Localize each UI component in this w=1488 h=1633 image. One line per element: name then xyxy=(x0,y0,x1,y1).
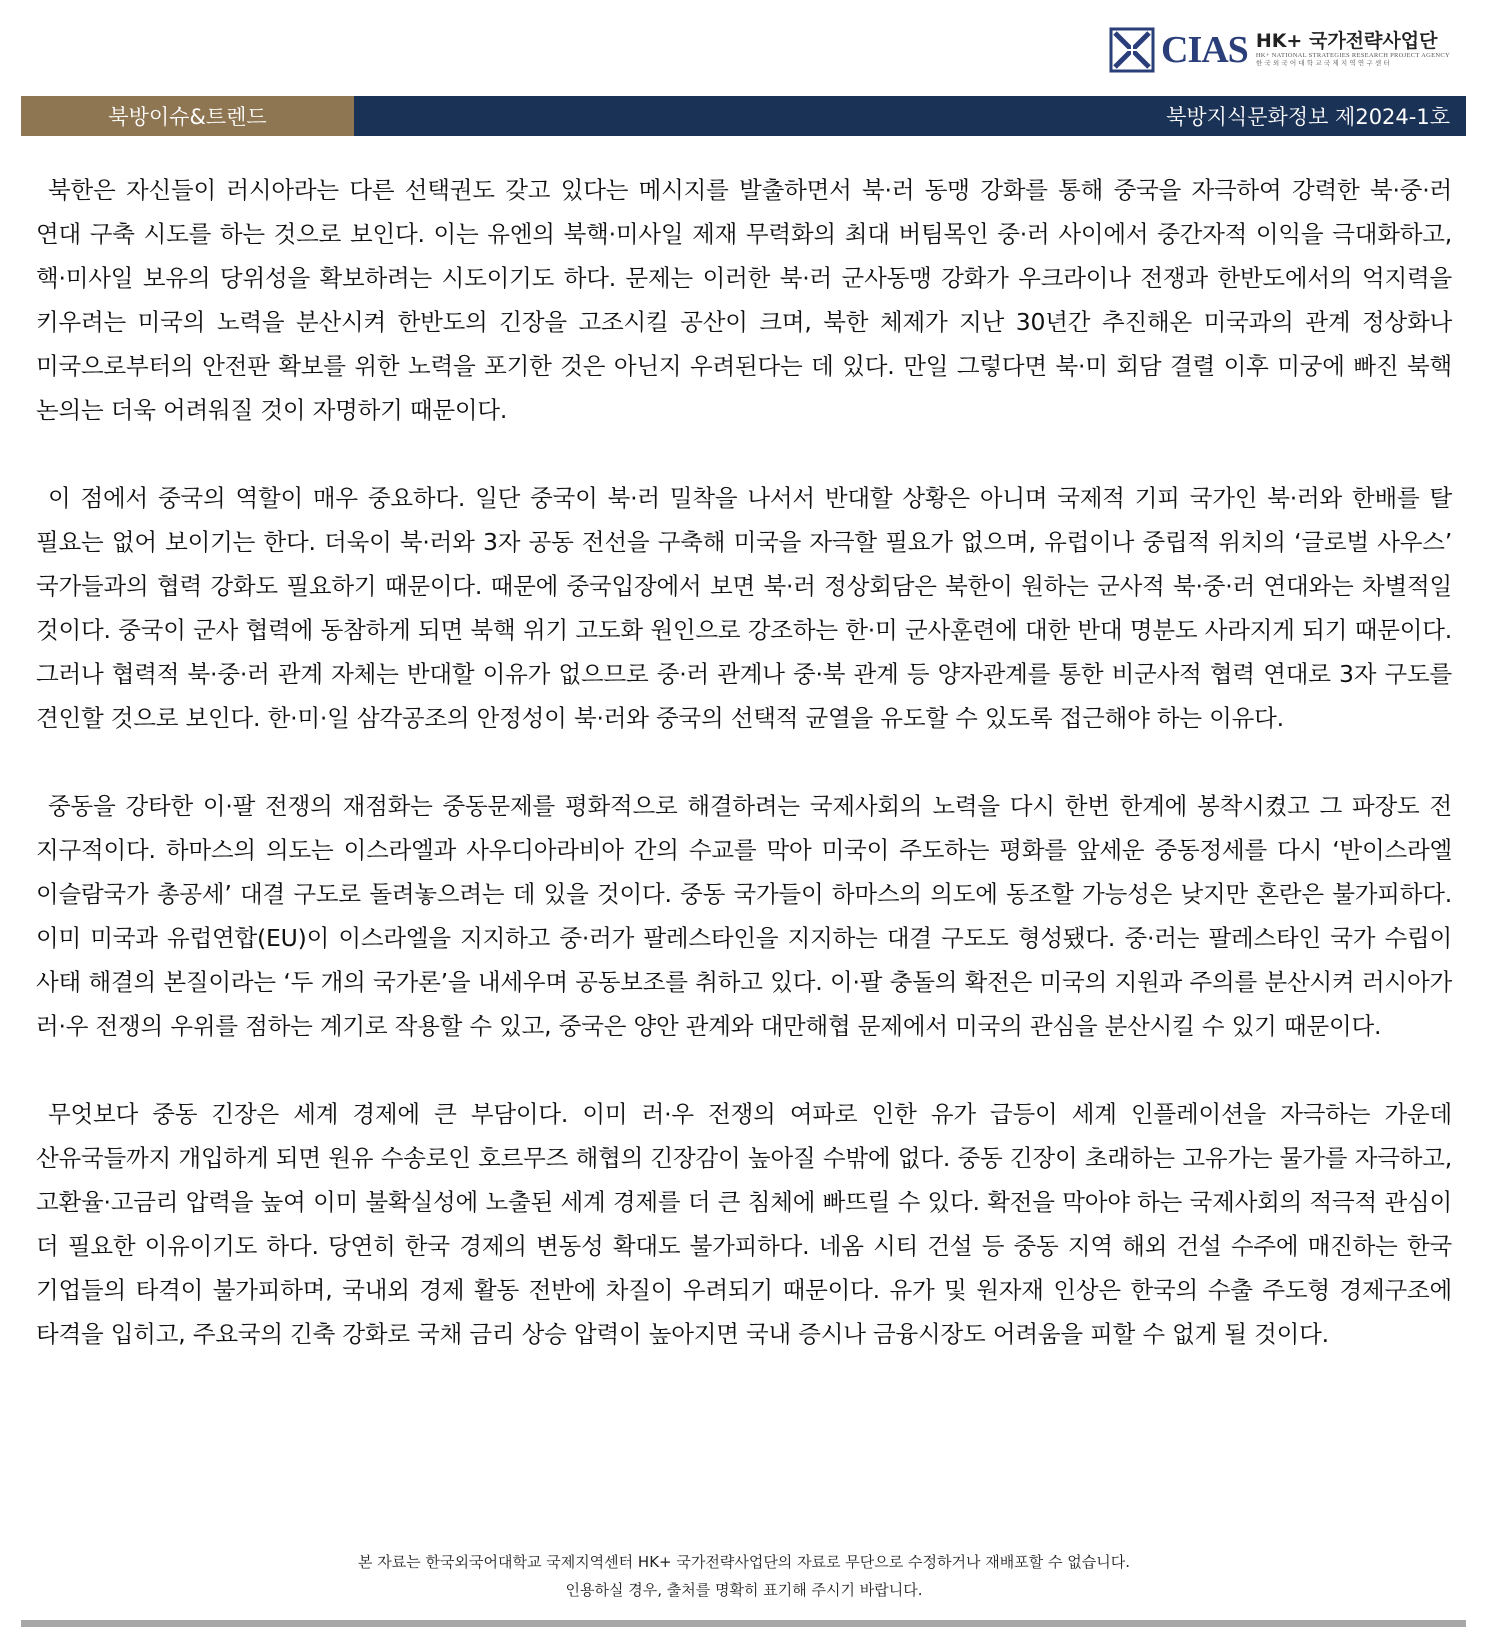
article-body xyxy=(36,168,1452,1400)
copyright-line-2: 인용하실 경우, 출처를 명확히 표기해 주시기 바랍니다. xyxy=(565,1581,923,1599)
bottom-divider xyxy=(21,1620,1466,1627)
hufs-emblem-icon xyxy=(1109,27,1155,73)
logo-subtitle-ko: 한 국 외 국 어 대 학 교 국 제 지 역 연 구 센 터 xyxy=(1255,60,1390,68)
paragraph: 이 점에서 중국의 역할이 매우 중요하다. 일단 중국이 북·러 밀착을 나서서 반대할 상황은 아니며 국제적 기피 국가인 북·러와 한배를 탈 필요는 없어 보이기는 한다. 더욱이 북·러와 3자 공동 전선을 구축해 미국을 자극할 필요가 없으며, 유럽이나 중립적 위치의 ‘글로벌 사우스’ 국가들과의 협력 강화도 필요하기 때문이다. 때문에 중국입장에서 보면 북·러 정상회담은 북한이 원하는 군사적 북·중·러 연대와는 차별적일 것이다. 중국이 군사 협력에 동참하게 되면 북핵 위기 고도화 원인으로 강조하는 한·미 군사훈련에 대한 반대 명분도 사라지게 되기 때문이다. 그러나 협력적 북·중·러 관계 자체는 반대할 이유가 없으므로 중·러 관계나 중·북 관계 등 양자관계를 통한 비군사적 협력 연대로 3자 구도를 견인할 것으로 보인다. 한·미·일 삼각공조의 안정성이 북·러와 중국의 선택적 균열을 유도할 수 있도록 접근해야 하는 이유다. xyxy=(36,484,1452,732)
section-label: 북방이슈&트렌드 xyxy=(21,96,354,136)
header-bar xyxy=(21,96,1466,136)
paragraph: 북한은 자신들이 러시아라는 다른 선택권도 갖고 있다는 메시지를 발출하면서 북·러 동맹 강화를 통해 중국을 자극하여 강력한 북·중·러 연대 구축 시도를 하는 것으로 보인다. 이는 유엔의 북핵·미사일 제재 무력화의 최대 버팀목인 중·러 사이에서 중간자적 이익을 극대화하고, 핵·미사일 보유의 당위성을 확보하려는 시도이기도 하다. 문제는 이러한 북·러 군사동맹 강화가 우크라이나 전쟁과 한반도에서의 억지력을 키우려는 미국의 노력을 분산시켜 한반도의 긴장을 고조시킬 공산이 크며, 북한 체제가 지난 30년간 추진해온 미국과의 관계 정상화나 미국으로부터의 안전판 확보를 위한 노력을 포기한 것은 아닌지 우려된다는 데 있다. 만일 그렇다면 북·미 회담 결렬 이후 미궁에 빠진 북핵 논의는 더욱 어려워질 것이 자명하기 때문이다. xyxy=(36,176,1452,424)
logo-wordmark: CIAS xyxy=(1161,29,1248,71)
paragraph: 무엇보다 중동 긴장은 세계 경제에 큰 부담이다. 이미 러·우 전쟁의 여파로 인한 유가 급등이 세계 인플레이션을 자극하는 가운데 산유국들까지 개입하게 되면 원유 수송로인 호르무즈 해협의 긴장감이 높아질 수밖에 없다. 중동 긴장이 초래하는 고유가는 물가를 자극하고, 고환율·고금리 압력을 높여 이미 불확실성에 노출된 세계 경제를 더 큰 침체에 빠뜨릴 수 있다. 확전을 막아야 하는 국제사회의 적극적 관심이 더 필요한 이유이기도 하다. 당연히 한국 경제의 변동성 확대도 불가피하다. 네옴 시티 건설 등 중동 지역 해외 건설 수주에 매진하는 한국 기업들의 타격이 불가피하며, 국내외 경제 활동 전반에 차질이 우려되기 때문이다. 유가 및 원자재 인상은 한국의 수출 주도형 경제구조에 타격을 입히고, 주요국의 긴축 강화로 국채 금리 상승 압력이 높아지면 국내 증시나 금융시장도 어려움을 피할 수 없게 될 것이다. xyxy=(36,1100,1452,1348)
issue-number: 북방지식문화정보 제2024-1호 xyxy=(354,96,1466,136)
paragraph: 중동을 강타한 이·팔 전쟁의 재점화는 중동문제를 평화적으로 해결하려는 국제사회의 노력을 다시 한번 한계에 봉착시켰고 그 파장도 전 지구적이다. 하마스의 의도는 이스라엘과 사우디아라비아 간의 수교를 막아 미국이 주도하는 평화를 앞세운 중동정세를 다시 ‘반이스라엘 이슬람국가 총공세’ 대결 구도로 돌려놓으려는 데 있을 것이다. 중동 국가들이 하마스의 의도에 동조할 가능성은 낮지만 혼란은 불가피하다. 이미 미국과 유럽연합(EU)이 이스라엘을 지지하고 중·러가 팔레스타인을 지지하는 대결 구도도 형성됐다. 중·러는 팔레스타인 국가 수립이 사태 해결의 본질이라는 ‘두 개의 국가론’을 내세우며 공동보조를 취하고 있다. 이·팔 충돌의 확전은 미국의 지원과 주의를 분산시켜 러시아가 러·우 전쟁의 우위를 점하는 계기로 작용할 수 있고, 중국은 양안 관계와 대만해협 문제에서 미국의 관심을 분산시킬 수 있기 때문이다. xyxy=(36,792,1452,1040)
copyright-line-1: 본 자료는 한국외국어대학교 국제지역센터 HK+ 국가전략사업단의 자료로 무단으로 수정하거나 재배포할 수 없습니다. xyxy=(358,1553,1130,1571)
logo-title: HK+ 국가전략사업단 xyxy=(1255,30,1438,53)
cias-logo xyxy=(1109,24,1450,76)
copyright-notice xyxy=(0,1548,1488,1604)
logo-subtitle-en: HK+ NATIONAL STRATEGIES RESEARCH PROJECT AGENCY xyxy=(1255,52,1450,59)
logo-text-block xyxy=(1256,31,1450,69)
